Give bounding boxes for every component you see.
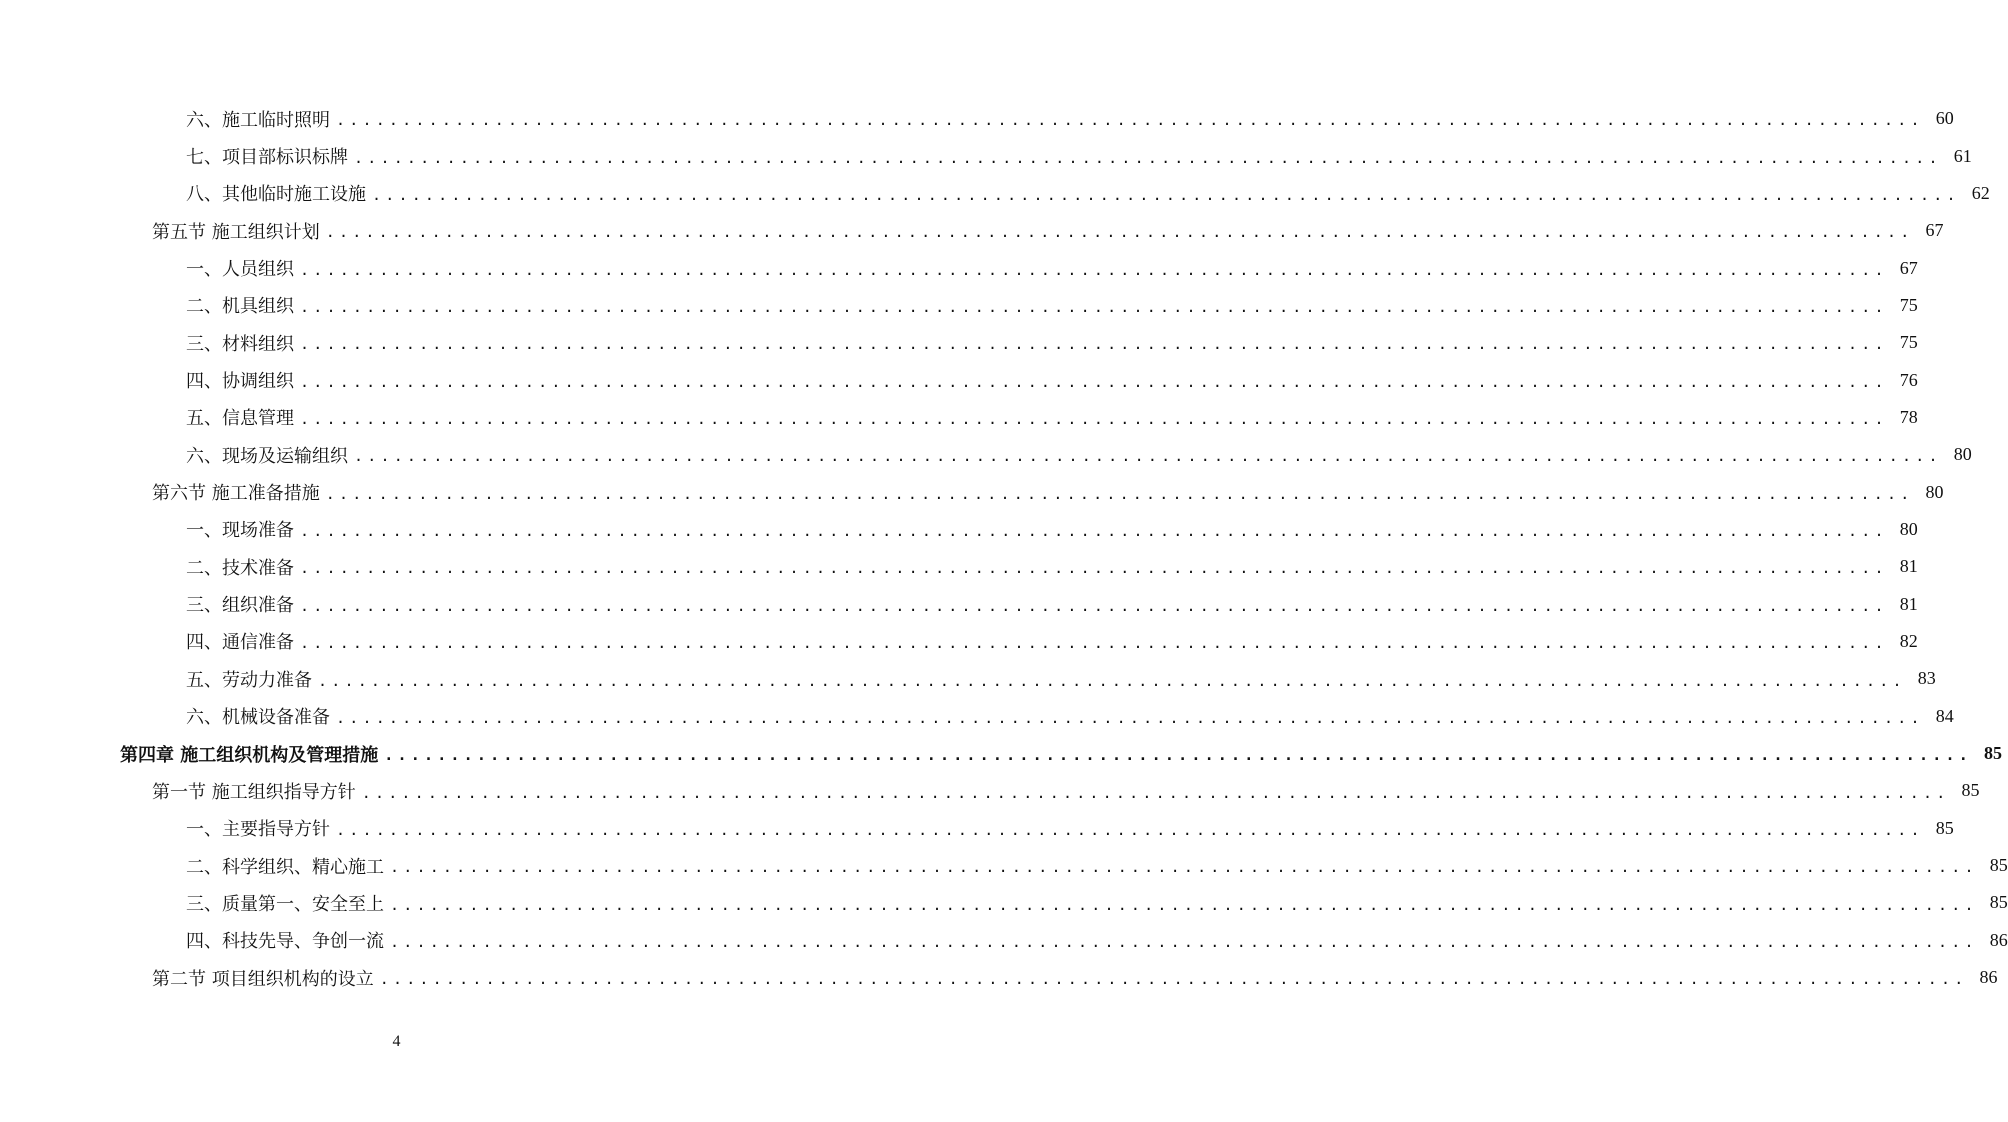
toc-entry-title: 六、现场及运输组织 xyxy=(186,445,348,467)
toc-entry-title: 三、材料组织 xyxy=(186,333,294,355)
toc-entry-title: 四、通信准备 xyxy=(186,632,294,654)
toc-entry-title: 六、机械设备准备 xyxy=(186,707,330,729)
toc-entry-page: 76 xyxy=(1899,369,1918,390)
dot-leader: ........................................................................................................................ xyxy=(300,372,1888,391)
dot-leader: ........................................................................................................................ xyxy=(325,223,1914,242)
toc-entry-title: 三、质量第一、安全至上 xyxy=(186,893,384,915)
toc-entry-item xyxy=(0,810,1954,847)
dot-leader: ........................................................................................................................ xyxy=(384,746,1972,765)
toc-entry-title: 七、项目部标识标牌 xyxy=(186,147,348,169)
toc-entry-item xyxy=(0,922,2008,959)
toc-entry-page: 67 xyxy=(1899,257,1918,278)
toc-entry-item xyxy=(0,399,1918,436)
toc-entry-title: 一、现场准备 xyxy=(186,520,294,542)
dot-leader: ........................................................................................................................ xyxy=(336,820,1924,839)
toc-entry-page: 85 xyxy=(1989,855,2008,876)
toc-entry-item xyxy=(0,324,1918,361)
toc-entry-title: 四、科技先导、争创一流 xyxy=(186,931,384,953)
toc-entry-title: 四、协调组织 xyxy=(186,371,294,393)
toc-entry-title: 第四章 施工组织机构及管理措施 xyxy=(120,744,379,766)
toc-entry-item xyxy=(0,698,1954,735)
toc-entry-section xyxy=(0,473,1944,510)
toc-entry-page: 85 xyxy=(1989,892,2008,913)
toc-entry-page: 80 xyxy=(1925,481,1944,502)
dot-leader: ........................................................................................................................ xyxy=(390,895,1978,914)
toc-entry-page: 67 xyxy=(1925,220,1944,241)
toc-entry-page: 75 xyxy=(1899,332,1918,353)
toc-entry-title: 二、技术准备 xyxy=(186,557,294,579)
page-number: 4 xyxy=(392,1033,401,1050)
toc-entry-section xyxy=(0,959,1998,996)
toc-entry-page: 75 xyxy=(1899,294,1918,315)
dot-leader: ........................................................................................................................ xyxy=(390,932,1978,951)
toc-entry-title: 第五节 施工组织计划 xyxy=(152,221,320,243)
table-of-contents xyxy=(0,100,2008,996)
toc-entry-item xyxy=(0,884,2008,921)
toc-entry-page: 85 xyxy=(1983,743,2002,764)
toc-entry-item xyxy=(0,361,1918,398)
dot-leader: ........................................................................................................................ xyxy=(361,783,1950,802)
dot-leader: ........................................................................................................................ xyxy=(318,671,1906,690)
toc-entry-item xyxy=(0,249,1918,286)
toc-entry-item xyxy=(0,137,1972,174)
toc-entry-item xyxy=(0,660,1936,697)
toc-entry-chapter xyxy=(0,735,2002,772)
toc-entry-title: 二、科学组织、精心施工 xyxy=(186,856,384,878)
toc-entry-item xyxy=(0,436,1972,473)
toc-entry-title: 二、机具组织 xyxy=(186,296,294,318)
toc-entry-page: 86 xyxy=(1989,929,2008,950)
toc-entry-page: 81 xyxy=(1899,593,1918,614)
toc-entry-page: 85 xyxy=(1961,780,1980,801)
dot-leader: ........................................................................................................................ xyxy=(354,148,1942,167)
toc-entry-page: 62 xyxy=(1971,182,1990,203)
dot-leader: ........................................................................................................................ xyxy=(300,634,1888,653)
toc-entry-page: 80 xyxy=(1953,444,1972,465)
toc-entry-item xyxy=(0,585,1918,622)
toc-entry-title: 五、劳动力准备 xyxy=(186,669,312,691)
toc-entry-section xyxy=(0,772,1980,809)
toc-entry-page: 84 xyxy=(1935,705,1954,726)
toc-entry-page: 85 xyxy=(1935,817,1954,838)
toc-entry-page: 78 xyxy=(1899,406,1918,427)
toc-entry-page: 81 xyxy=(1899,556,1918,577)
toc-entry-item xyxy=(0,847,2008,884)
toc-entry-title: 一、人员组织 xyxy=(186,259,294,281)
toc-entry-item xyxy=(0,623,1918,660)
dot-leader: ........................................................................................................................ xyxy=(390,858,1978,877)
dot-leader: ........................................................................................................................ xyxy=(336,111,1924,130)
dot-leader: ........................................................................................................................ xyxy=(300,335,1888,354)
dot-leader: ........................................................................................................................ xyxy=(300,298,1888,317)
toc-entry-item xyxy=(0,287,1918,324)
toc-entry-title: 第一节 施工组织指导方针 xyxy=(152,781,356,803)
toc-entry-page: 61 xyxy=(1953,145,1972,166)
dot-leader: ........................................................................................................................ xyxy=(300,596,1888,615)
toc-entry-page: 80 xyxy=(1899,518,1918,539)
dot-leader: ........................................................................................................................ xyxy=(300,522,1888,541)
dot-leader: ........................................................................................................................ xyxy=(325,484,1914,503)
dot-leader: ........................................................................................................................ xyxy=(300,559,1888,578)
toc-entry-item xyxy=(0,175,1990,212)
toc-entry-page: 60 xyxy=(1935,108,1954,129)
toc-entry-item xyxy=(0,548,1918,585)
dot-leader: ........................................................................................................................ xyxy=(300,410,1888,429)
toc-entry-title: 第六节 施工准备措施 xyxy=(152,483,320,505)
dot-leader: ........................................................................................................................ xyxy=(300,260,1888,279)
toc-entry-item xyxy=(0,100,1954,137)
toc-entry-title: 一、主要指导方针 xyxy=(186,819,330,841)
toc-entry-title: 三、组织准备 xyxy=(186,595,294,617)
dot-leader: ........................................................................................................................ xyxy=(354,447,1942,466)
toc-entry-title: 八、其他临时施工设施 xyxy=(186,184,366,206)
dot-leader: ........................................................................................................................ xyxy=(372,186,1960,205)
dot-leader: ........................................................................................................................ xyxy=(336,708,1924,727)
toc-entry-page: 83 xyxy=(1917,668,1936,689)
dot-leader: ........................................................................................................................ xyxy=(379,970,1968,989)
toc-entry-title: 五、信息管理 xyxy=(186,408,294,430)
toc-entry-item xyxy=(0,511,1918,548)
toc-entry-section xyxy=(0,212,1944,249)
toc-entry-page: 86 xyxy=(1979,967,1998,988)
toc-entry-title: 六、施工临时照明 xyxy=(186,109,330,131)
toc-entry-page: 82 xyxy=(1899,630,1918,651)
toc-entry-title: 第二节 项目组织机构的设立 xyxy=(152,968,374,990)
